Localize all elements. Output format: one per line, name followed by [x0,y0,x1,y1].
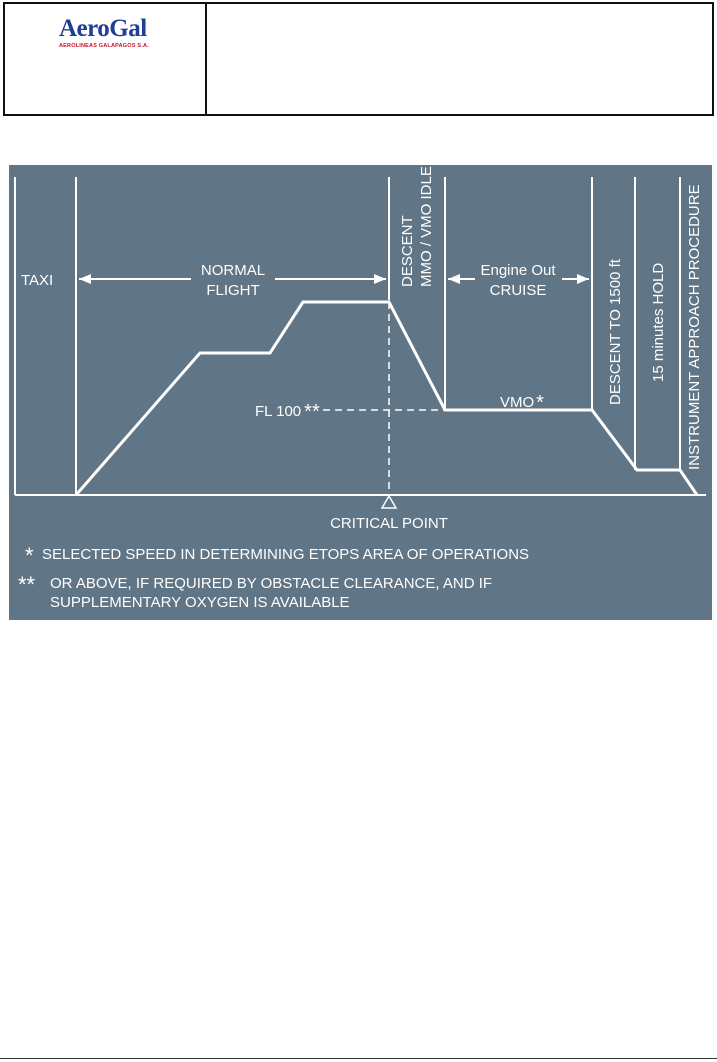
note1-text: SELECTED SPEED IN DETERMINING ETOPS AREA OF OPERATIONS [42,546,530,563]
label-engine-out-line2: CRUISE [489,282,547,299]
label-engine-out-line1: Engine Out [480,262,556,279]
logo-name: AeroGal [59,15,147,42]
header-empty-cell [207,4,712,114]
label-descent-1500: DESCENT TO 1500 ft [607,259,624,405]
logo-cell [5,4,207,114]
note2-line1: OR ABOVE, IF REQUIRED BY OBSTACLE CLEARANCE, AND IF [50,575,493,592]
label-normal-line2: FLIGHT [206,282,260,299]
note2-marker: ** [18,572,36,597]
note2-line2: SUPPLEMENTARY OXYGEN IS AVAILABLE [50,594,350,611]
label-normal-line1: NORMAL [200,262,266,279]
label-descent-line2: MMO / VMO IDLE [418,166,435,287]
fl100-marker: ** [304,401,320,423]
vmo-marker: * [536,392,544,414]
aerogal-logo [59,16,149,49]
label-descent-line1: DESCENT [399,215,416,287]
label-critical-point: CRITICAL POINT [330,515,448,532]
header-table [3,2,714,116]
logo-subtitle: AEROLINEAS GALAPAGOS S.A. [59,43,149,49]
label-fl100 [255,401,320,423]
label-hold: 15 minutes HOLD [650,262,667,382]
vmo-text: VMO [500,394,535,411]
note1-marker: * [25,543,34,568]
profile-diagram-svg [9,165,712,620]
label-vmo [500,392,544,414]
footer-rule [0,1058,717,1059]
label-approach: INSTRUMENT APPROACH PROCEDURE [686,184,703,470]
fl100-text: FL 100 [255,403,302,420]
label-taxi: TAXI [21,272,54,289]
etops-profile-figure [9,165,712,620]
